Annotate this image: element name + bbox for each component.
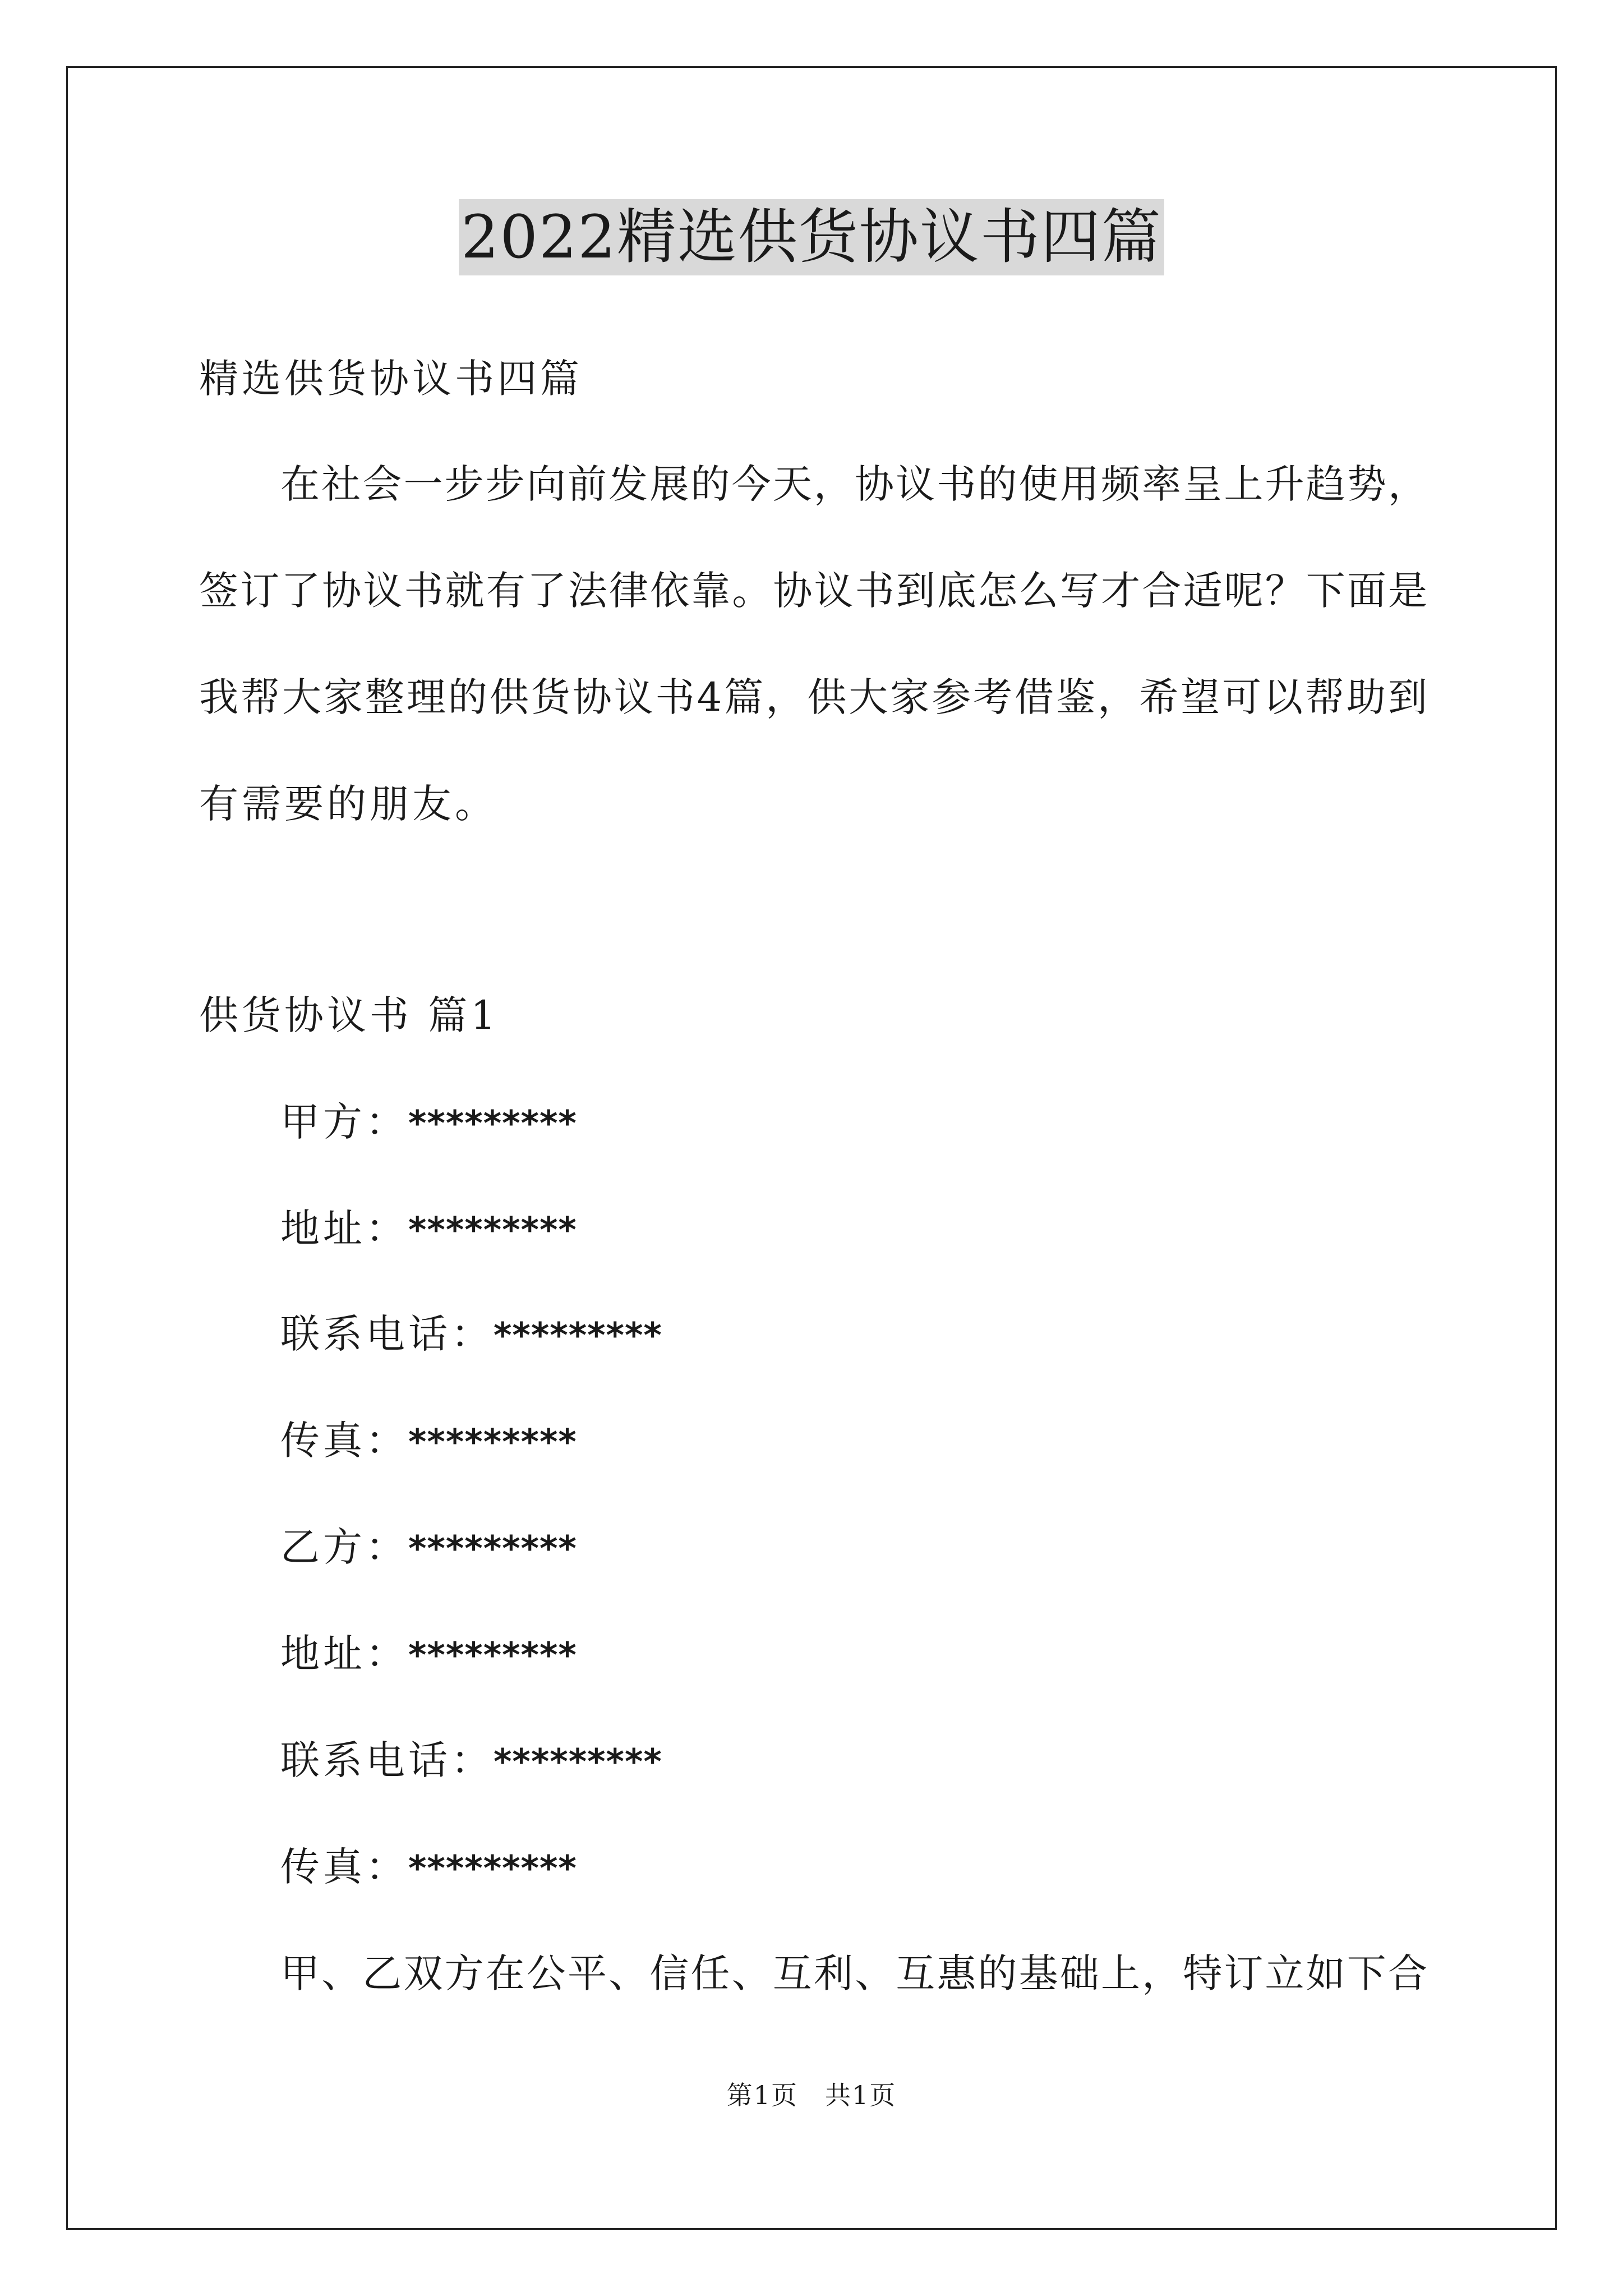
title-container: [0, 199, 1623, 275]
party-value: *********: [408, 1103, 577, 1144]
party-row: [280, 1522, 577, 1574]
party-row: [280, 1628, 577, 1681]
party-label: 乙方：: [280, 1524, 408, 1570]
party-label: 传真：: [280, 1418, 408, 1464]
party-label: 地址：: [280, 1631, 408, 1677]
party-value: *********: [494, 1741, 662, 1782]
party-label: 传真：: [280, 1844, 408, 1890]
party-value: *********: [408, 1848, 577, 1889]
party-row: [280, 1203, 577, 1255]
party-label: 甲方：: [280, 1099, 408, 1145]
party-value: *********: [408, 1528, 577, 1569]
page-footer: 第1页 共1页: [726, 2080, 897, 2110]
party-row: [280, 1309, 662, 1361]
document-title: 2022精选供货协议书四篇: [459, 199, 1164, 275]
party-value: *********: [408, 1635, 577, 1676]
party-row: [280, 1097, 577, 1149]
party-value: *********: [408, 1421, 577, 1462]
intro-line-4: 有需要的朋友。: [199, 781, 497, 827]
document-subtitle: 精选供货协议书四篇: [199, 356, 583, 402]
closing-line: 甲、乙双方在公平、信任、互利、互惠的基础上，特订立如下合: [280, 1950, 1427, 1996]
party-label: 地址：: [280, 1205, 408, 1251]
party-value: *********: [408, 1209, 577, 1250]
section-heading: 供货协议书 篇1: [199, 992, 499, 1038]
intro-line-1: 在社会一步步向前发展的今天，协议书的使用频率呈上升趋势，: [280, 461, 1427, 507]
party-label: 联系电话：: [280, 1311, 494, 1357]
intro-line-2: 签订了协议书就有了法律依靠。协议书到底怎么写才合适呢？下面是: [199, 568, 1427, 614]
party-row: [280, 1415, 577, 1467]
party-label: 联系电话：: [280, 1737, 494, 1783]
party-row: [280, 1842, 577, 1894]
intro-line-3: 我帮大家整理的供货协议书4篇，供大家参考借鉴，希望可以帮助到: [199, 674, 1427, 720]
party-row: [280, 1735, 662, 1787]
party-value: *********: [494, 1315, 662, 1356]
